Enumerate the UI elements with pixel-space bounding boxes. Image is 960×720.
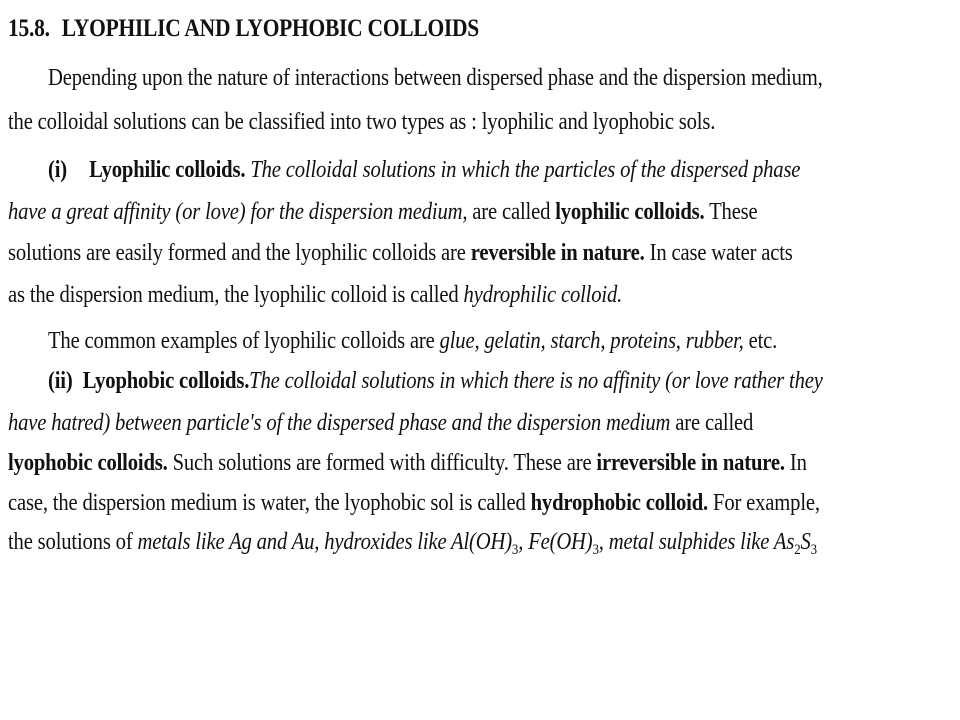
lyophilic-italic-4: hydrophilic colloid. <box>463 282 623 308</box>
intro-text-2: the colloidal solutions can be classified into two types as : lyophilic and lyophobic sols. <box>8 109 716 135</box>
lyophobic-bold2-3: irreversible in nature. <box>596 450 785 476</box>
subscript-2: 2 <box>794 542 801 558</box>
lyophilic-line-4 <box>8 280 820 310</box>
lyophobic-italic-5d: S <box>800 529 811 555</box>
lyophobic-label: (ii) <box>48 368 73 394</box>
lyophilic-label: (i) <box>48 157 67 183</box>
lyophilic-text-3: solutions are easily formed and the lyophilic colloids are <box>8 240 471 266</box>
section-title: LYOPHILIC AND LYOPHOBIC COLLOIDS <box>61 15 479 42</box>
lyophilic-line-1 <box>48 155 860 185</box>
lyophobic-italic-5a: metals like Ag and Au, hydroxides like Al(OH) <box>137 529 512 555</box>
subscript-3a: 3 <box>511 542 519 558</box>
examples-italic: glue, gelatin, starch, proteins, rubber, <box>439 328 744 354</box>
lyophobic-bold-4: hydrophobic colloid. <box>530 490 709 516</box>
lyophilic-line-3 <box>8 238 820 268</box>
lyophilic-line-2 <box>8 197 820 227</box>
lyophobic-line-4 <box>8 488 820 518</box>
intro-text-1: Depending upon the nature of interactions between dispersed phase and the dispersion medium, <box>48 65 823 91</box>
examples-tail: etc. <box>743 328 778 354</box>
lyophobic-def-1: The colloidal solutions in which there is no affinity (or love rather they <box>249 368 823 394</box>
intro-line-2 <box>8 107 820 137</box>
examples-text: The common examples of lyophilic colloids are <box>48 328 440 354</box>
lyophobic-text-4: case, the dispersion medium is water, the lyophobic sol is called <box>8 490 531 516</box>
lyophobic-italic-5c: , metal sulphides like As <box>598 529 795 555</box>
lyophobic-italic-5b: , Fe(OH) <box>518 529 593 555</box>
lyophilic-tail-2: These <box>704 199 758 225</box>
lyophobic-line-5 <box>8 527 820 557</box>
section-heading <box>8 14 820 44</box>
subscript-3b: 3 <box>592 542 599 558</box>
lyophobic-line-3 <box>8 448 820 478</box>
lyophobic-def-2: have hatred) between particle's of the dispersed phase and the dispersion medium <box>8 410 671 436</box>
lyophilic-term: Lyophilic colloids. <box>89 157 246 183</box>
lyophilic-def-2: have a great affinity (or love) for the dispersion medium, <box>8 199 468 225</box>
lyophilic-text-4: as the dispersion medium, the lyophilic colloid is called <box>8 282 464 308</box>
section-number: 15.8. <box>8 15 50 42</box>
lyophobic-term: Lyophobic colloids. <box>82 368 250 394</box>
lyophilic-bold-3: reversible in nature. <box>470 240 645 266</box>
lyophilic-def-1: The colloidal solutions in which the particles of the dispersed phase <box>250 157 801 183</box>
lyophobic-tail-3: In <box>784 450 807 476</box>
lyophobic-tail-2: are called <box>670 410 754 436</box>
lyophobic-text-3: Such solutions are formed with difficulty. These are <box>167 450 597 476</box>
lyophobic-text-5: the solutions of <box>8 529 138 555</box>
intro-line-1 <box>48 63 860 93</box>
lyophobic-tail-4: For example, <box>708 490 820 516</box>
lyophilic-text-2: are called <box>467 199 556 225</box>
subscript-3c: 3 <box>810 542 817 558</box>
lyophilic-tail-3: In case water acts <box>644 240 793 266</box>
examples-line <box>48 326 860 356</box>
lyophobic-line-1 <box>48 366 860 396</box>
lyophobic-bold-3: lyophobic colloids. <box>8 450 168 476</box>
lyophilic-bold-2: lyophilic colloids. <box>555 199 705 225</box>
lyophobic-line-2 <box>8 408 820 438</box>
